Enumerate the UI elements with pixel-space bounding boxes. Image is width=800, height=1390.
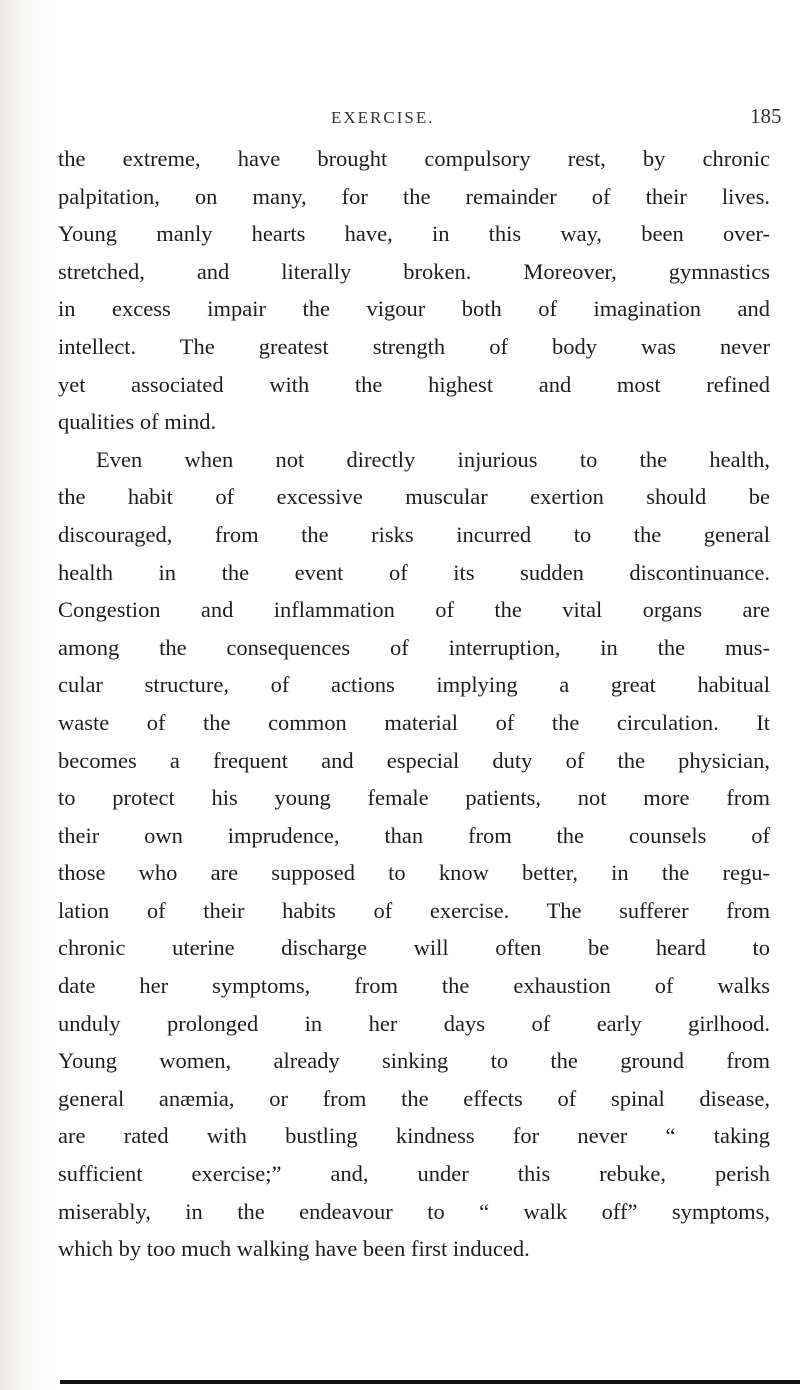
text-line: to protect his young female patients, not more from (58, 785, 770, 811)
text-line: among the consequences of interruption, in the mus- (58, 634, 770, 660)
text-line: are rated with bustling kindness for never “ taking (58, 1123, 770, 1149)
body-text (58, 140, 770, 1268)
text-line: chronic uterine discharge will often be heard to (58, 935, 770, 961)
text-line: stretched, and literally broken. Moreover, gymnastics (58, 258, 770, 284)
running-head: EXERCISE. (331, 108, 435, 127)
text-line: becomes a frequent and especial duty of the physician, (58, 747, 770, 773)
text-line: which by too much walking have been first induced. (58, 1236, 530, 1262)
text-line: Congestion and inflammation of the vital organs are (58, 597, 770, 623)
text-line: yet associated with the highest and most refined (58, 371, 770, 397)
text-line: their own imprudence, than from the counsels of (58, 822, 770, 848)
text-line: unduly prolonged in her days of early girlhood. (58, 1010, 770, 1036)
text-line: in excess impair the vigour both of imagination and (58, 296, 770, 322)
text-line: waste of the common material of the circulation. It (58, 709, 770, 735)
text-line: discouraged, from the risks incurred to the general (58, 521, 770, 547)
text-line: health in the event of its sudden discontinuance. (58, 559, 770, 585)
text-line: intellect. The greatest strength of body was never (58, 333, 770, 359)
text-line: those who are supposed to know better, in the regu- (58, 860, 770, 886)
text-line: qualities of mind. (58, 409, 217, 435)
page-header (0, 64, 800, 128)
text-line: miserably, in the endeavour to “ walk off” symptoms, (58, 1198, 770, 1224)
page-number: 185 (750, 104, 782, 128)
text-line: the habit of excessive muscular exertion should be (58, 484, 770, 510)
bottom-rule (60, 1380, 800, 1384)
text-line: the extreme, have brought compulsory rest, by chronic (58, 146, 770, 171)
paragraph-start-line: Even when not directly injurious to the health, (96, 446, 770, 472)
text-line: date her symptoms, from the exhaustion of walks (58, 973, 770, 999)
text-line: Young women, already sinking to the ground from (58, 1048, 770, 1074)
text-line: palpitation, on many, for the remainder of their lives. (58, 183, 770, 209)
text-line: lation of their habits of exercise. The sufferer from (58, 897, 770, 923)
text-line: general anæmia, or from the effects of spinal disease, (58, 1085, 770, 1111)
text-line: cular structure, of actions implying a great habitual (58, 672, 770, 698)
text-line: sufficient exercise;” and, under this rebuke, perish (58, 1161, 770, 1187)
text-line: Young manly hearts have, in this way, been over- (58, 221, 770, 247)
